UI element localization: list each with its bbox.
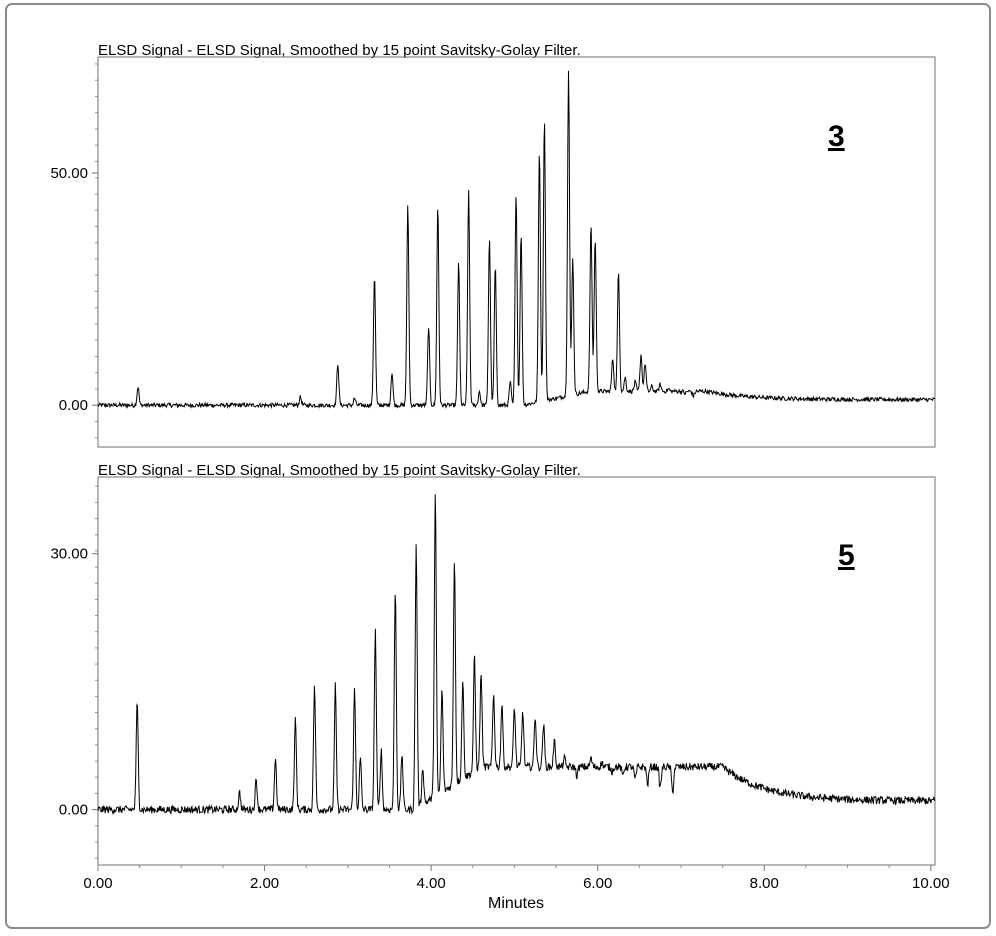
y-tick-label: 50.00 [50,165,88,183]
panel-annotation: 5 [838,539,855,572]
x-tick-label: 2.00 [249,875,280,892]
x-tick-label: 0.00 [83,875,113,892]
panel-annotation: 3 [828,120,845,153]
x-axis-title: Minutes [487,895,545,912]
x-tick-label: 4.00 [416,875,446,892]
x-tick-label: 6.00 [583,875,613,892]
panel-title: ELSD Signal - ELSD Signal, Smoothed by 15 point Savitsky-Golay Filter. [98,42,581,59]
x-tick-label: 10.00 [912,875,950,892]
y-tick-label: 30.00 [50,545,88,563]
y-tick-label: 0.00 [58,801,88,819]
panel-title: ELSD Signal - ELSD Signal, Smoothed by 15 point Savitsky-Golay Filter. [98,462,581,479]
x-tick-label: 8.00 [749,875,779,892]
y-tick-label: 0.00 [58,397,88,415]
